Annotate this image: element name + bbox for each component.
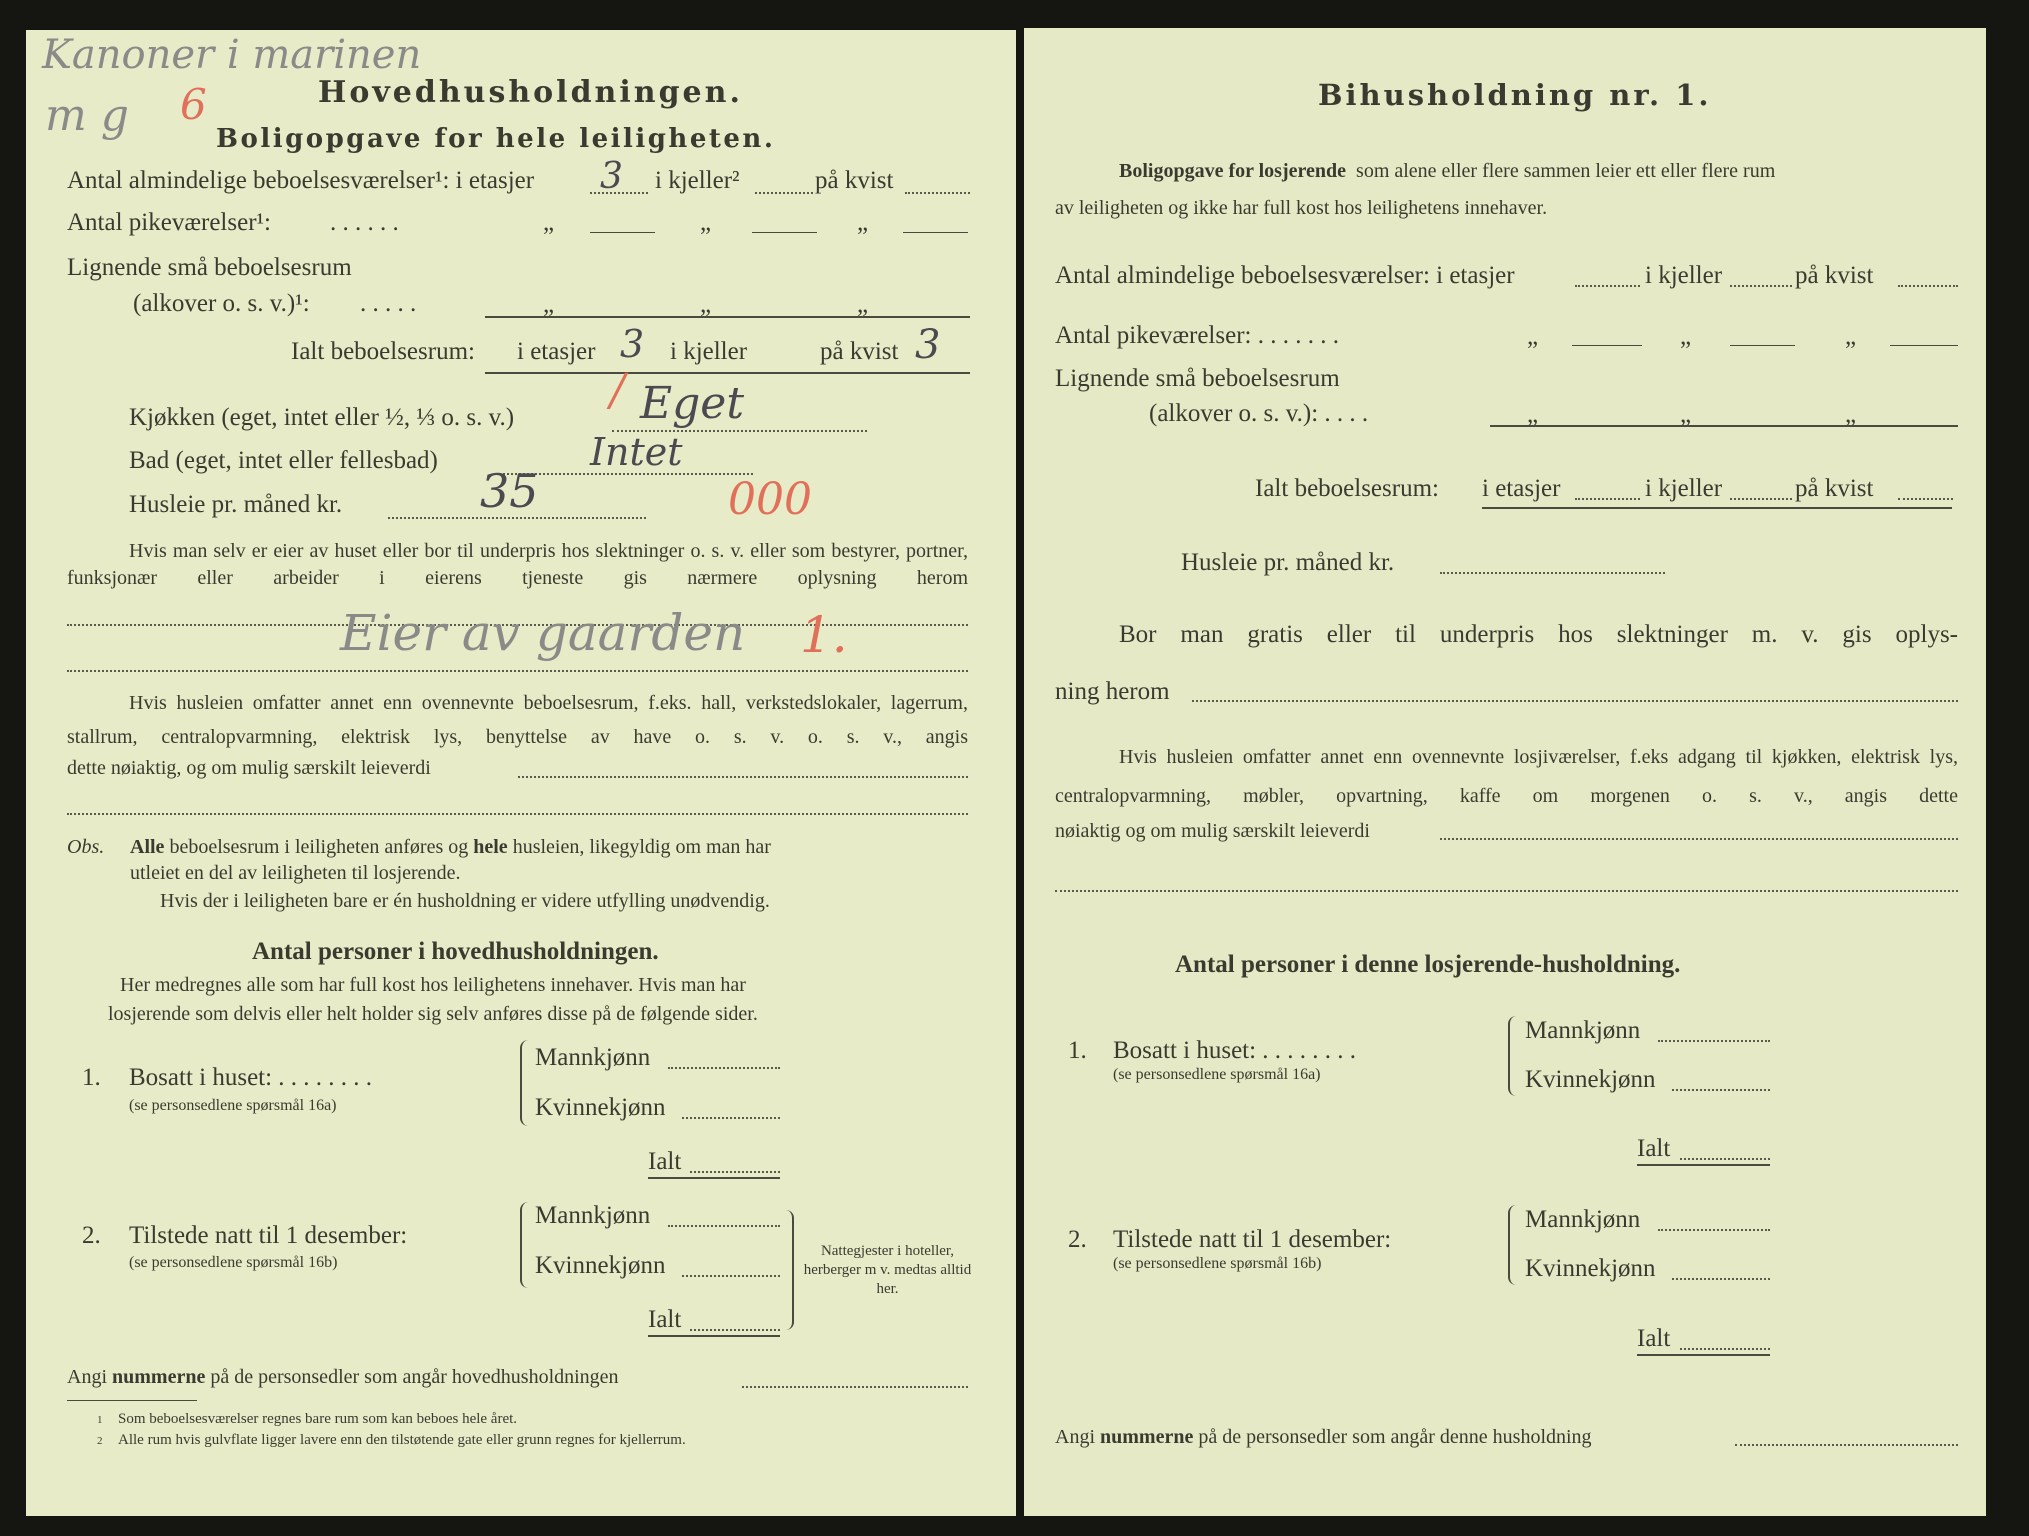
numbers-field[interactable] (1735, 1444, 1958, 1446)
kvist-label: på kvist (815, 167, 894, 194)
rent-value: 35 (480, 464, 539, 518)
rent-includes-instructions: Hvis husleien omfatter annet enn ovennevnte losjiværelser, f.eks adgang til kjøkken, elektrisk lys, centralopvarmning, møbler, opvartning, kaffe om morgenen o. s. v., angis dette (1055, 746, 1958, 807)
present-total-field[interactable] (1680, 1348, 1770, 1350)
total-etasjer-value: 3 (620, 322, 645, 366)
etasjer-label: i etasjer (517, 338, 596, 365)
obs-bold: hele (473, 836, 508, 858)
leader-dots: . . . . . . (330, 209, 399, 236)
obs-bold: Alle (130, 836, 165, 858)
obs-line-2: utleiet en del av leiligheten til losjerende. (130, 862, 461, 884)
male-label: Mannkjønn (535, 1044, 651, 1071)
kvist-label: på kvist (1795, 262, 1874, 289)
etasjer-field[interactable] (1575, 285, 1640, 287)
kjeller-label: i kjeller² (655, 167, 740, 194)
present-sub: (se personsedlene spørsmål 16b) (129, 1254, 338, 1271)
bold-text: nummerne (112, 1366, 206, 1388)
red-annotation: 1. (800, 606, 848, 664)
footnote-number: 2 (97, 1435, 103, 1447)
footnote-rule (67, 1400, 197, 1401)
resident-female-field[interactable] (1672, 1089, 1770, 1091)
gratis-text-2: ning herom (1055, 678, 1170, 705)
kvist-label: på kvist (820, 338, 899, 365)
kjeller-label: i kjeller (1645, 475, 1723, 502)
kjeller-label: i kjeller (1645, 262, 1723, 289)
obs-label: Obs. (67, 836, 105, 858)
ditto-mark: „ (857, 209, 869, 236)
field[interactable] (752, 232, 817, 233)
owner-instructions: Hvis man selv er eier av huset eller bor til underpris hos slektninger o. s. v. eller som bestyrer, portner, funksjonær eller arbeider i eierens tjeneste gis nærmere oplysning herom (67, 540, 968, 589)
kitchen-value: Eget (640, 378, 745, 429)
resident-total-field[interactable] (690, 1171, 780, 1173)
ditto-mark: „ (1527, 323, 1539, 350)
handwritten-code: m g (45, 90, 129, 141)
etasjer-label: i etasjer (1482, 475, 1561, 502)
rent-includes-last-line: nøiaktig og om mulig særskilt leieverdi (1055, 820, 1370, 842)
ditto-mark: „ (1680, 401, 1692, 428)
kjeller-label: i kjeller (670, 338, 748, 365)
resident-label: Bosatt i huset: . . . . . . . . (129, 1064, 373, 1091)
present-label: Tilstede natt til 1 desember: (1113, 1226, 1392, 1253)
present-sub: (se personsedlene spørsmål 16b) (1113, 1255, 1322, 1272)
page-title: Bihusholdning nr. 1. (1318, 78, 1712, 112)
field[interactable] (1890, 345, 1958, 346)
persons-text-2: losjerende som delvis eller helt holder sig selv anføres disse på de følgende sider. (108, 1003, 758, 1025)
bath-label: Bad (eget, intet eller fellesbad) (129, 447, 438, 474)
rent-field[interactable] (1440, 572, 1665, 574)
gratis-field[interactable] (1192, 700, 1958, 702)
ditto-mark: „ (543, 209, 555, 236)
total-rule (485, 372, 970, 374)
total-label: Ialt (1637, 1135, 1671, 1162)
text: på de personsedler som angår denne husholdning (1198, 1426, 1592, 1448)
total-label: Ialt (648, 1306, 682, 1333)
female-label: Kvinnekjønn (1525, 1066, 1656, 1093)
kjeller-field[interactable] (1730, 285, 1792, 287)
bath-value: Intet (590, 430, 683, 474)
present-male-field[interactable] (668, 1225, 780, 1227)
rooms-label: Antal almindelige beboelsesværelser: i etasjer (1055, 262, 1515, 289)
footnote-number: 1 (97, 1414, 103, 1426)
owner-field-line[interactable] (67, 670, 968, 672)
alcove-label: (alkover o. s. v.)¹: (133, 290, 310, 317)
total-etasjer-field[interactable] (1575, 498, 1640, 500)
obs-line-3: Hvis der i leiligheten bare er én husholdning er videre utfylling unødvendig. (160, 890, 770, 912)
field[interactable] (1730, 345, 1795, 346)
page-subtitle: Boligopgave for hele leiligheten. (216, 124, 776, 154)
bold-text: nummerne (1100, 1426, 1194, 1448)
rooms-label: Antal almindelige beboelsesværelser¹: i etasjer (67, 167, 535, 194)
brace (1508, 1016, 1518, 1096)
red-annotation: 000 (728, 474, 812, 525)
alcove-rule (485, 316, 970, 318)
numbers-instruction (1055, 1424, 1592, 1450)
alcove-rule (1490, 425, 1958, 427)
obs-line-1 (130, 834, 968, 860)
total-rule (648, 1335, 780, 1337)
rent-label: Husleie pr. måned kr. (129, 491, 343, 518)
footnote-2: Alle rum hvis gulvflate ligger lavere enn den tilstøtende gate eller grunn regnes for kjellerrum. (118, 1432, 686, 1448)
persons-heading: Antal personer i hovedhusholdningen. (252, 938, 659, 965)
resident-male-field[interactable] (1658, 1040, 1770, 1042)
total-rooms-label: Ialt beboelsesrum: (1255, 475, 1439, 502)
small-rooms-label: Lignende små beboelsesrum (1055, 365, 1340, 392)
rent-value-field[interactable] (1440, 838, 1958, 840)
alcove-label: (alkover o. s. v.): . . . . (1149, 400, 1369, 427)
rooms-etasjer-value: 3 (600, 156, 623, 197)
male-label: Mannkjønn (1525, 1017, 1641, 1044)
text: Angi (67, 1366, 107, 1388)
total-rule (1482, 507, 1952, 509)
leader-dots: . . . . . (360, 290, 417, 317)
total-kvist-field[interactable] (1898, 498, 1953, 500)
ditto-mark: „ (1845, 323, 1857, 350)
total-kvist-value: 3 (915, 322, 941, 368)
etasjer-field[interactable] (590, 192, 648, 194)
female-label: Kvinnekjønn (535, 1094, 666, 1121)
kitchen-label: Kjøkken (eget, intet eller ½, ⅓ o. s. v.) (129, 404, 515, 431)
brace (520, 1040, 530, 1126)
present-total-field[interactable] (690, 1329, 780, 1331)
kjeller-field[interactable] (755, 192, 813, 194)
ditto-mark: „ (1680, 323, 1692, 350)
rent-includes-instructions: Hvis husleien omfatter annet enn ovennevnte beboelsesrum, f.eks. hall, verkstedslokaler, lagerrum, stallrum, centralopvarmning, elektrisk lys, benyttelse av have o. s. v. o. s. v., angis (67, 692, 968, 748)
intro-bold: Boligopgave for losjerende (1119, 160, 1347, 182)
ditto-mark: „ (543, 291, 555, 318)
handwritten-red-number: 6 (180, 80, 207, 129)
rent-value-field-2[interactable] (1055, 890, 1958, 892)
resident-male-field[interactable] (668, 1067, 780, 1069)
resident-label: Bosatt i huset: . . . . . . . . (1113, 1037, 1357, 1064)
small-rooms-label: Lignende små beboelsesrum (67, 254, 352, 281)
total-kjeller-field[interactable] (1730, 498, 1792, 500)
persons-text-1: Her medregnes alle som har full kost hos leilighetens innehaver. Hvis man har (120, 974, 746, 996)
brace (784, 1210, 794, 1330)
question-number: 2. (1068, 1226, 1087, 1253)
obs-text: husleien, likegyldig om man har (512, 836, 771, 858)
total-rooms-label: Ialt beboelsesrum: (291, 338, 475, 365)
handwritten-note: Kanoner i marinen (42, 32, 422, 78)
rent-field[interactable] (388, 517, 646, 519)
ditto-mark: „ (857, 291, 869, 318)
kvist-field[interactable] (905, 192, 970, 194)
text: Angi (1055, 1426, 1095, 1448)
field[interactable] (590, 232, 655, 233)
gratis-text: Bor man gratis eller til underpris hos slektninger m. v. gis oplys- (1119, 621, 1958, 648)
owner-value: Eier av gaarden (340, 604, 746, 662)
text: på de personsedler som angår hovedhusholdningen (210, 1366, 619, 1388)
present-female-field[interactable] (682, 1275, 780, 1277)
rent-value-field-2[interactable] (67, 813, 968, 815)
question-number: 2. (82, 1222, 101, 1249)
ditto-mark: „ (1845, 401, 1857, 428)
male-label: Mannkjønn (1525, 1206, 1641, 1233)
numbers-field[interactable] (742, 1386, 968, 1388)
total-rule (1637, 1354, 1770, 1356)
ditto-mark: „ (700, 209, 712, 236)
field[interactable] (903, 232, 968, 233)
female-label: Kvinnekjønn (535, 1252, 666, 1279)
page-title: Hovedhusholdningen. (318, 75, 743, 110)
persons-heading: Antal personer i denne losjerende-husholdning. (1175, 951, 1681, 978)
night-guests-note: Nattegjester i hoteller, herberger m v. medtas alltid her. (803, 1243, 972, 1297)
total-rule (1637, 1164, 1770, 1166)
brace (1508, 1205, 1518, 1285)
resident-sub: (se personsedlene spørsmål 16a) (1113, 1066, 1321, 1083)
obs-text: beboelsesrum i leiligheten anføres og (169, 836, 469, 858)
ditto-mark: „ (1527, 401, 1539, 428)
footnote-1: Som beboelsesværelser regnes bare rum som kan beboes hele året. (118, 1411, 518, 1427)
ditto-mark: „ (700, 291, 712, 318)
rent-includes-last-line: dette nøiaktig, og om mulig særskilt leieverdi (67, 757, 431, 779)
total-label: Ialt (648, 1148, 682, 1175)
rent-label: Husleie pr. måned kr. (1181, 549, 1395, 576)
present-female-field[interactable] (1672, 1278, 1770, 1280)
male-label: Mannkjønn (535, 1202, 651, 1229)
kvist-label: på kvist (1795, 475, 1874, 502)
total-rule (648, 1177, 780, 1179)
question-number: 1. (82, 1064, 101, 1091)
resident-female-field[interactable] (682, 1117, 780, 1119)
numbers-instruction (67, 1364, 619, 1390)
red-check-mark: / (610, 365, 625, 416)
rent-value-field[interactable] (518, 776, 968, 778)
resident-sub: (se personsedlene spørsmål 16a) (129, 1097, 337, 1114)
brace (520, 1202, 530, 1288)
present-male-field[interactable] (1658, 1229, 1770, 1231)
field[interactable] (1572, 345, 1642, 346)
resident-total-field[interactable] (1680, 1158, 1770, 1160)
maid-rooms-label: Antal pikeværelser¹: (67, 209, 271, 236)
maid-rooms-label: Antal pikeværelser: . . . . . . . (1055, 322, 1339, 349)
present-label: Tilstede natt til 1 desember: (129, 1222, 408, 1249)
question-number: 1. (1068, 1037, 1087, 1064)
intro-line-2: av leiligheten og ikke har full kost hos leilighetens innehaver. (1055, 197, 1548, 219)
total-label: Ialt (1637, 1325, 1671, 1352)
female-label: Kvinnekjønn (1525, 1255, 1656, 1282)
intro-text: som alene eller flere sammen leier ett eller flere rum (1356, 160, 1776, 182)
intro-line-1 (1119, 158, 1775, 184)
kvist-field[interactable] (1898, 285, 1958, 287)
